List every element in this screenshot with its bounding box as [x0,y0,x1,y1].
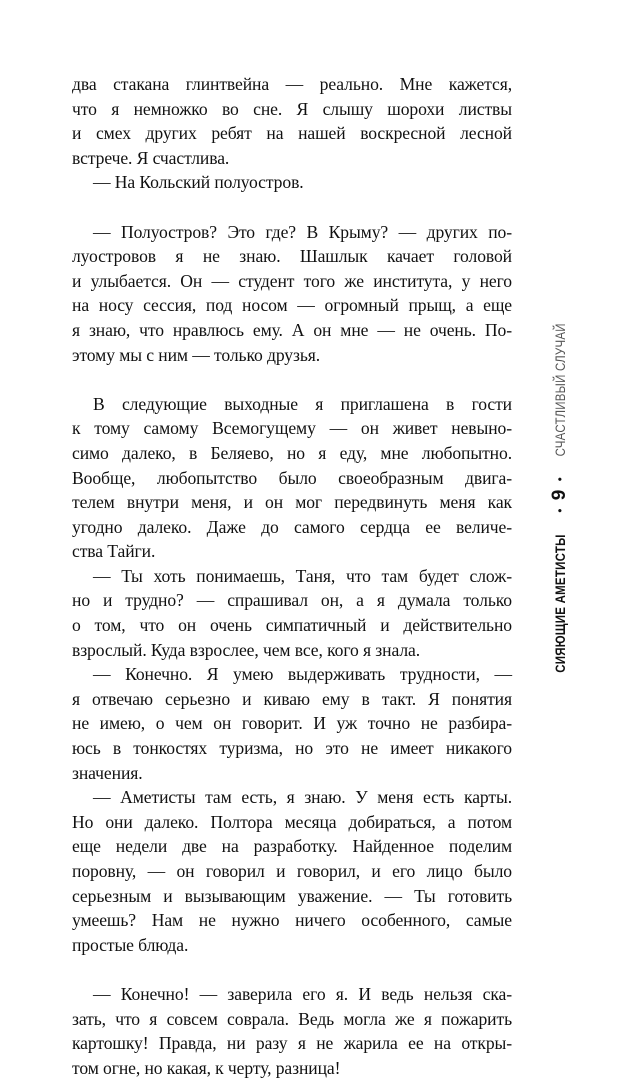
running-header [546,323,574,673]
text-line: два стакана глинтвейна — реально. Мне кажется, [72,74,512,94]
paragraph-gap [72,957,512,982]
separator-dot: • [553,476,567,482]
text-line: встрече. Я счастлива. [72,147,230,168]
text-line: умеешь? Нам не нужно ничего особенного, самые [72,910,512,931]
text-line: я отвечаю серьезно и киваю ему в такт. Я понятия [72,688,512,709]
text-line: луостровов я не знаю. Шашлык качает головой [72,246,512,267]
text-line: — На Кольский полуостров. [93,172,304,193]
text-line: — Конечно! — заверила его я. И ведь нельзя ска- [93,983,512,1004]
text-line: картошку! Правда, ни разу я не жарила ее на откры- [72,1033,512,1054]
text-line: и смех других ребят на нашей воскресной лесной [72,123,512,144]
text-line: на носу сессия, под носом — огромный прыщ, а еще [72,295,512,316]
text-line: Вообще, любопытство было своеобразным двига- [72,467,512,488]
text-line: что я немножко во сне. Я слышу шорохи листвы [72,98,512,119]
text-line: не имею, о чем он говорит. И уж точно не разбира- [72,713,512,734]
text-line: серьезным и вызывающим уважение. — Ты готовить [72,885,512,906]
text-line: о том, что он очень симпатичный и действительно [72,615,512,636]
text-line: поровну, — он говорил и говорил, и его лицо было [72,861,512,881]
text-line: к тому самому Всемогущему — он живет невыно- [72,418,512,439]
paragraph-gap [72,367,512,392]
text-line: симо далеко, в Беляево, но я еду, мне любопытно. [72,442,512,463]
paragraph-gap [72,195,512,220]
text-line: телем внутри меня, и он мог передвинуть меня как [72,492,512,513]
text-line: этому мы с ним — только друзья. [72,344,321,365]
separator-dot: • [553,508,567,513]
book-title: СИЯЮЩИЕ АМЕТИСТЫ [552,533,568,673]
text-line: юсь в тонкостях туризма, но это не имеет никакого [72,738,512,759]
text-line: — Ты хоть понимаешь, Таня, что там будет слож- [93,565,512,586]
text-line: В следующие выходные я приглашена в гости [93,393,512,414]
text-line: и улыбается. Он — студент того же института, у него [72,270,512,291]
text-line: значения. [72,762,143,783]
text-line: — Конечно. Я умею выдерживать трудности, — [93,664,512,685]
text-line: ства Тайги. [72,541,156,562]
text-line: угодно далеко. Даже до самого сердца ее величе- [72,516,512,537]
text-line: еще недели две на разработку. Найденное поделим [72,836,512,857]
text-line: простые блюда. [72,934,189,955]
page-number: 9 [549,489,570,501]
running-header-rotated [546,323,574,673]
chapter-title: СЧАСТЛИВЫЙ СЛУЧАЙ [552,323,568,457]
text-line: Но они далеко. Полтора месяца добираться, а потом [72,811,512,832]
text-line: зать, что я совсем соврала. Ведь могла же я пожарить [72,1008,512,1029]
text-line: — Полуостров? Это где? В Крыму? — других по- [93,221,512,242]
text-line: но и трудно? — спрашивал он, а я думала только [72,590,512,611]
text-line: том огне, но какая, к черту, разница! [72,1057,341,1078]
text-line: взрослый. Куда взрослее, чем все, кого я знала. [72,639,421,660]
text-line: — Аметисты там есть, я знаю. У меня есть карты. [93,787,512,808]
text-line: я знаю, что нравлюсь ему. А он мне — не очень. По- [72,319,512,340]
page-body-text [72,72,512,1080]
